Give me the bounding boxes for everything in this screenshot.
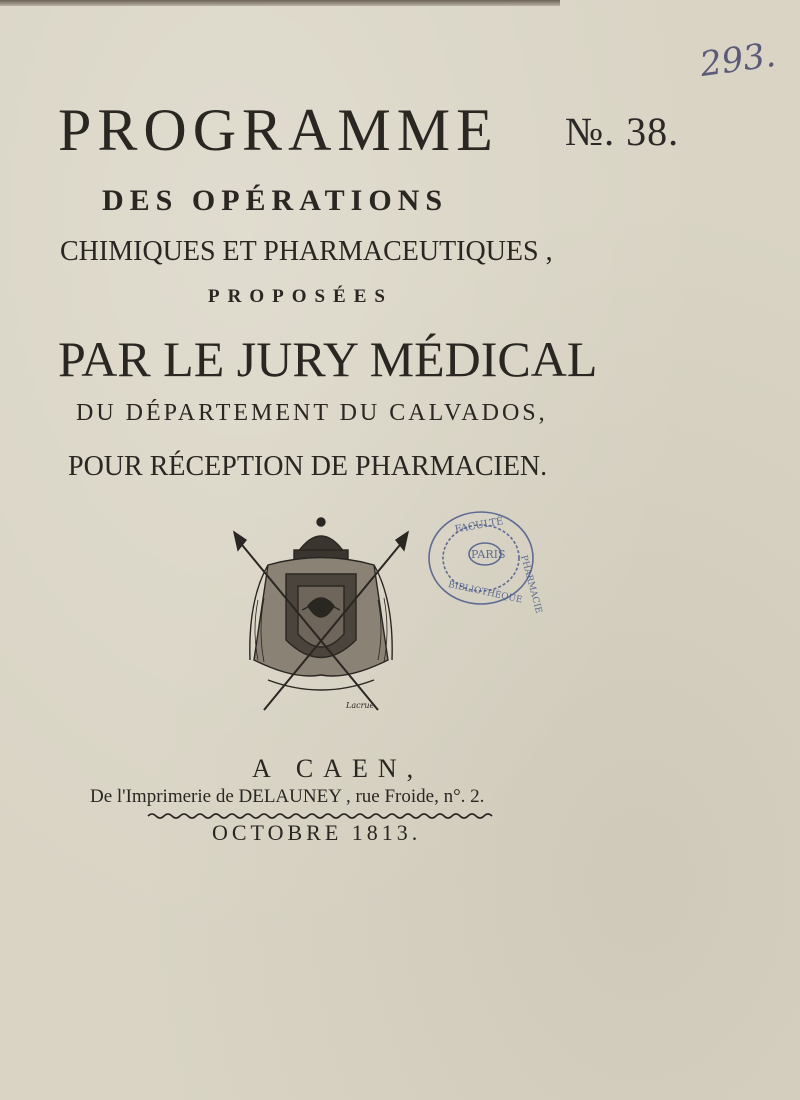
- subtitle-department: DU DÉPARTEMENT DU CALVADOS,: [76, 400, 548, 426]
- imprint-place: A CAEN,: [252, 754, 424, 783]
- subtitle-operations: DES OPÉRATIONS: [102, 184, 449, 217]
- stamp-bottom: BIBLIOTHÈQUE: [447, 580, 524, 606]
- handwritten-folio-number: 293.: [697, 34, 779, 86]
- stamp-center: PARIS: [471, 548, 506, 561]
- subtitle-reception: POUR RÉCEPTION DE PHARMACIEN.: [68, 451, 548, 482]
- imprint-printer: De l'Imprimerie de DELAUNEY , rue Froide, n°. 2.: [90, 786, 485, 807]
- imprint-date: OCTOBRE 1813.: [212, 820, 422, 845]
- handwritten-title-number: №. 38.: [565, 109, 680, 154]
- subtitle-proposed: PROPOSÉES: [208, 286, 393, 307]
- library-stamp: [425, 508, 544, 615]
- subtitle-chemical: CHIMIQUES ET PHARMACEUTIQUES ,: [60, 236, 553, 267]
- stamp-outer-right: PHARMACIE: [518, 554, 544, 615]
- svg-text:Lacrue: Lacrue: [346, 701, 375, 710]
- subtitle-jury: PAR LE JURY MÉDICAL: [58, 331, 598, 387]
- document-title: PROGRAMME: [58, 97, 499, 163]
- imperial-coat-of-arms-emblem: [228, 510, 414, 720]
- decorative-rule: [148, 812, 494, 820]
- page-edge-shadow: [0, 0, 560, 6]
- stamp-outer-top: FACULTÉ: [454, 516, 505, 536]
